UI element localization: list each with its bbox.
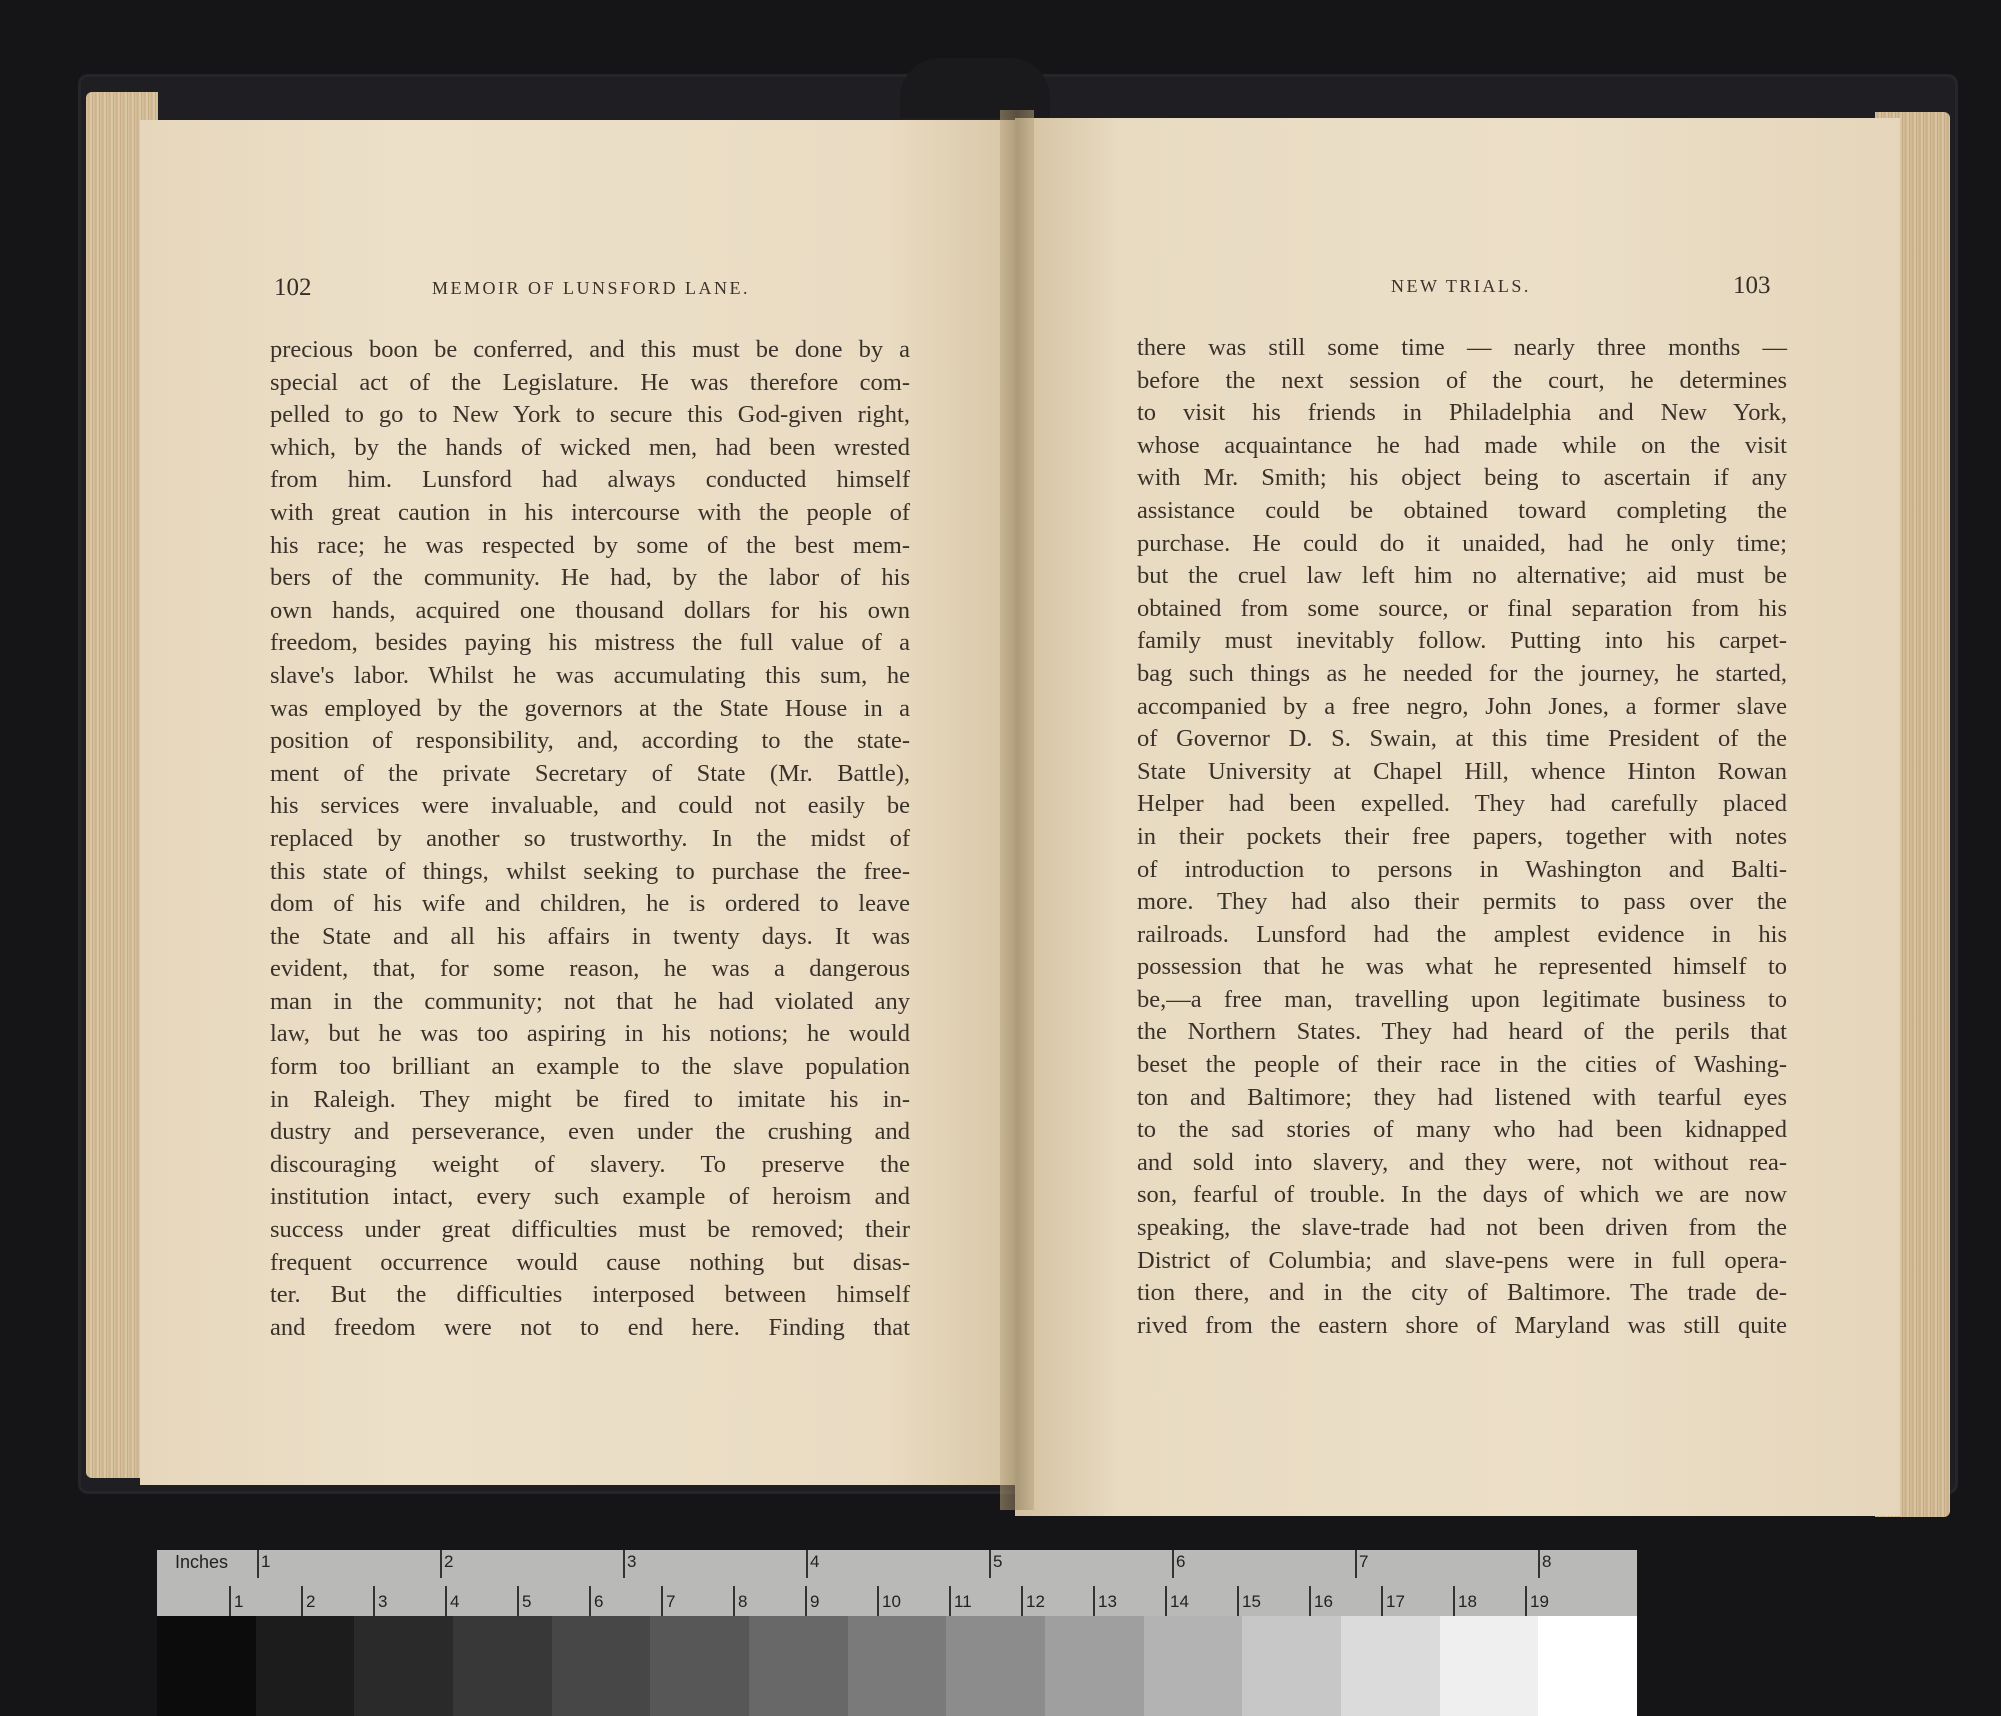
inch-mark: 4 (810, 1552, 820, 1571)
gray-swatch (650, 1616, 749, 1716)
text-line: in their pockets their free papers, together with notes (1137, 822, 1787, 850)
gray-swatches (157, 1616, 1637, 1716)
text-line: dom of his wife and children, he is ordered to leave (270, 890, 910, 918)
inch-tick (440, 1550, 442, 1578)
cm-tick (517, 1586, 519, 1616)
text-line: and freedom were not to end here. Finding that (270, 1313, 910, 1341)
text-line: in Raleigh. They might be fired to imitate his in- (270, 1085, 910, 1113)
text-line: accompanied by a free negro, John Jones, a former slave (1137, 692, 1787, 720)
cm-tick (877, 1586, 879, 1616)
cm-tick (1237, 1586, 1239, 1616)
inch-tick (1538, 1550, 1540, 1578)
right-page-number: 103 (1733, 272, 1771, 299)
text-line: to visit his friends in Philadelphia and New York, (1137, 399, 1787, 427)
cm-tick (805, 1586, 807, 1616)
gray-swatch (552, 1616, 651, 1716)
text-line: discouraging weight of slavery. To preserve the (270, 1150, 910, 1178)
inch-mark: 1 (261, 1552, 271, 1571)
inch-mark: 2 (444, 1552, 454, 1571)
cm-tick (301, 1586, 303, 1616)
inch-tick (989, 1550, 991, 1578)
cm-tick (949, 1586, 951, 1616)
text-line: success under great difficulties must be removed; their (270, 1216, 910, 1244)
text-line: dustry and perseverance, even under the crushing and (270, 1118, 910, 1146)
text-line: special act of the Legislature. He was therefore com- (270, 368, 910, 396)
text-line: was employed by the governors at the State House in a (270, 694, 910, 722)
gray-swatch (749, 1616, 848, 1716)
cm-mark: 17 (1386, 1592, 1405, 1611)
left-page-number: 102 (274, 274, 312, 301)
text-line: frequent occurrence would cause nothing but disas- (270, 1248, 910, 1276)
text-line: and sold into slavery, and they were, not without rea- (1137, 1148, 1787, 1176)
text-line: from him. Lunsford had always conducted himself (270, 466, 910, 494)
inch-mark: 7 (1359, 1552, 1369, 1571)
text-line: be,—a free man, travelling upon legitimate business to (1137, 985, 1787, 1013)
inch-tick (806, 1550, 808, 1578)
text-line: rived from the eastern shore of Maryland was still quite (1137, 1311, 1787, 1339)
right-page (1015, 118, 1900, 1516)
text-line: obtained from some source, or final separation from his (1137, 594, 1787, 622)
text-line: District of Columbia; and slave-pens were in full opera- (1137, 1246, 1787, 1274)
cm-tick (661, 1586, 663, 1616)
scale-ruler (157, 1550, 1637, 1716)
cm-tick (229, 1586, 231, 1616)
right-running-head: NEW TRIALS. (1391, 276, 1531, 296)
inch-mark: 3 (627, 1552, 637, 1571)
text-line: his race; he was respected by some of the best mem- (270, 531, 910, 559)
cm-mark: 12 (1026, 1592, 1045, 1611)
cm-mark: 19 (1530, 1592, 1549, 1611)
text-line: assistance could be obtained toward completing the (1137, 496, 1787, 524)
text-line: man in the community; not that he had violated any (270, 987, 910, 1015)
right-page-text (1137, 332, 1787, 1342)
gray-swatch (1341, 1616, 1440, 1716)
bookmark-ribbon (900, 58, 1050, 118)
gray-swatch (1045, 1616, 1144, 1716)
gray-swatch (1242, 1616, 1341, 1716)
text-line: family must inevitably follow. Putting into his carpet- (1137, 627, 1787, 655)
cm-tick (1093, 1586, 1095, 1616)
text-line: State University at Chapel Hill, whence Hinton Rowan (1137, 757, 1787, 785)
gray-swatch (256, 1616, 355, 1716)
cm-tick (733, 1586, 735, 1616)
text-line: ment of the private Secretary of State (Mr. Battle), (270, 759, 910, 787)
cm-tick (1453, 1586, 1455, 1616)
left-page-text (270, 334, 910, 1344)
text-line: to the sad stories of many who had been kidnapped (1137, 1116, 1787, 1144)
gray-swatch (1538, 1616, 1637, 1716)
text-line: before the next session of the court, he determines (1137, 366, 1787, 394)
cm-mark: 2 (306, 1592, 316, 1611)
inch-mark: 6 (1176, 1552, 1186, 1571)
cm-mark: 13 (1098, 1592, 1117, 1611)
ruler-scale (157, 1550, 1637, 1618)
left-page (140, 120, 1015, 1485)
text-line: purchase. He could do it unaided, had he only time; (1137, 529, 1787, 557)
gray-swatch (1144, 1616, 1243, 1716)
cm-mark: 9 (810, 1592, 820, 1611)
cm-tick (1381, 1586, 1383, 1616)
text-line: this state of things, whilst seeking to purchase the free- (270, 857, 910, 885)
text-line: more. They had also their permits to pass over the (1137, 888, 1787, 916)
text-line: replaced by another so trustworthy. In the midst of (270, 824, 910, 852)
cm-mark: 8 (738, 1592, 748, 1611)
text-line: precious boon be conferred, and this must be done by a (270, 336, 910, 363)
inch-tick (1355, 1550, 1357, 1578)
text-line: tion there, and in the city of Baltimore. The trade de- (1137, 1279, 1787, 1307)
text-line: evident, that, for some reason, he was a dangerous (270, 955, 910, 983)
text-line: freedom, besides paying his mistress the full value of a (270, 629, 910, 657)
inch-tick (257, 1550, 259, 1578)
text-line: of Governor D. S. Swain, at this time President of the (1137, 725, 1787, 753)
text-line: pelled to go to New York to secure this God-given right, (270, 401, 910, 429)
inch-tick (1172, 1550, 1174, 1578)
gray-swatch (354, 1616, 453, 1716)
text-line: beset the people of their race in the cities of Washing- (1137, 1051, 1787, 1079)
text-line: the State and all his affairs in twenty days. It was (270, 922, 910, 950)
cm-tick (589, 1586, 591, 1616)
cm-mark: 4 (450, 1592, 460, 1611)
inch-mark: 5 (993, 1552, 1003, 1571)
text-line: law, but he was too aspiring in his notions; he would (270, 1020, 910, 1048)
book-gutter (1000, 110, 1034, 1510)
text-line: son, fearful of trouble. In the days of which we are now (1137, 1181, 1787, 1209)
text-line: ter. But the difficulties interposed between himself (270, 1281, 910, 1309)
cm-mark: 6 (594, 1592, 604, 1611)
inch-tick (623, 1550, 625, 1578)
text-line: there was still some time — nearly three months — (1137, 334, 1787, 361)
cm-tick (1525, 1586, 1527, 1616)
cm-mark: 15 (1242, 1592, 1261, 1611)
text-line: the Northern States. They had heard of the perils that (1137, 1018, 1787, 1046)
text-line: own hands, acquired one thousand dollars for his own (270, 596, 910, 624)
text-line: institution intact, every such example of heroism and (270, 1183, 910, 1211)
gray-swatch (848, 1616, 947, 1716)
text-line: his services were invaluable, and could not easily be (270, 792, 910, 820)
cm-mark: 3 (378, 1592, 388, 1611)
text-line: speaking, the slave-trade had not been driven from the (1137, 1214, 1787, 1242)
text-line: which, by the hands of wicked men, had been wrested (270, 433, 910, 461)
text-line: bag such things as he needed for the journey, he started, (1137, 659, 1787, 687)
text-line: form too brilliant an example to the slave population (270, 1053, 910, 1081)
text-line: with Mr. Smith; his object being to ascertain if any (1137, 464, 1787, 492)
cm-mark: 16 (1314, 1592, 1333, 1611)
text-line: bers of the community. He had, by the labor of his (270, 564, 910, 592)
cm-tick (373, 1586, 375, 1616)
cm-mark: 10 (882, 1592, 901, 1611)
inch-mark: 8 (1542, 1552, 1552, 1571)
cm-tick (1021, 1586, 1023, 1616)
cm-tick (1309, 1586, 1311, 1616)
gray-swatch (1440, 1616, 1539, 1716)
cm-mark: 18 (1458, 1592, 1477, 1611)
gray-swatch (946, 1616, 1045, 1716)
text-line: possession that he was what he represented himself to (1137, 953, 1787, 981)
gray-swatch (453, 1616, 552, 1716)
ruler-unit-label: Inches (175, 1552, 229, 1572)
cm-mark: 5 (522, 1592, 532, 1611)
text-line: position of responsibility, and, according to the state- (270, 727, 910, 755)
gray-swatch (157, 1616, 256, 1716)
text-line: whose acquaintance he had made while on the visit (1137, 431, 1787, 459)
cm-tick (445, 1586, 447, 1616)
text-line: with great caution in his intercourse with the people of (270, 498, 910, 526)
cm-tick (1165, 1586, 1167, 1616)
cm-mark: 11 (954, 1592, 972, 1611)
text-line: ton and Baltimore; they had listened with tearful eyes (1137, 1083, 1787, 1111)
cm-mark: 14 (1170, 1592, 1189, 1611)
cm-mark: 1 (234, 1592, 244, 1611)
text-line: slave's labor. Whilst he was accumulating this sum, he (270, 661, 910, 689)
cm-mark: 7 (666, 1592, 676, 1611)
text-line: of introduction to persons in Washington and Balti- (1137, 855, 1787, 883)
text-line: but the cruel law left him no alternative; aid must be (1137, 562, 1787, 590)
left-running-head: MEMOIR OF LUNSFORD LANE. (432, 278, 751, 298)
text-line: railroads. Lunsford had the amplest evidence in his (1137, 920, 1787, 948)
text-line: Helper had been expelled. They had carefully placed (1137, 790, 1787, 818)
